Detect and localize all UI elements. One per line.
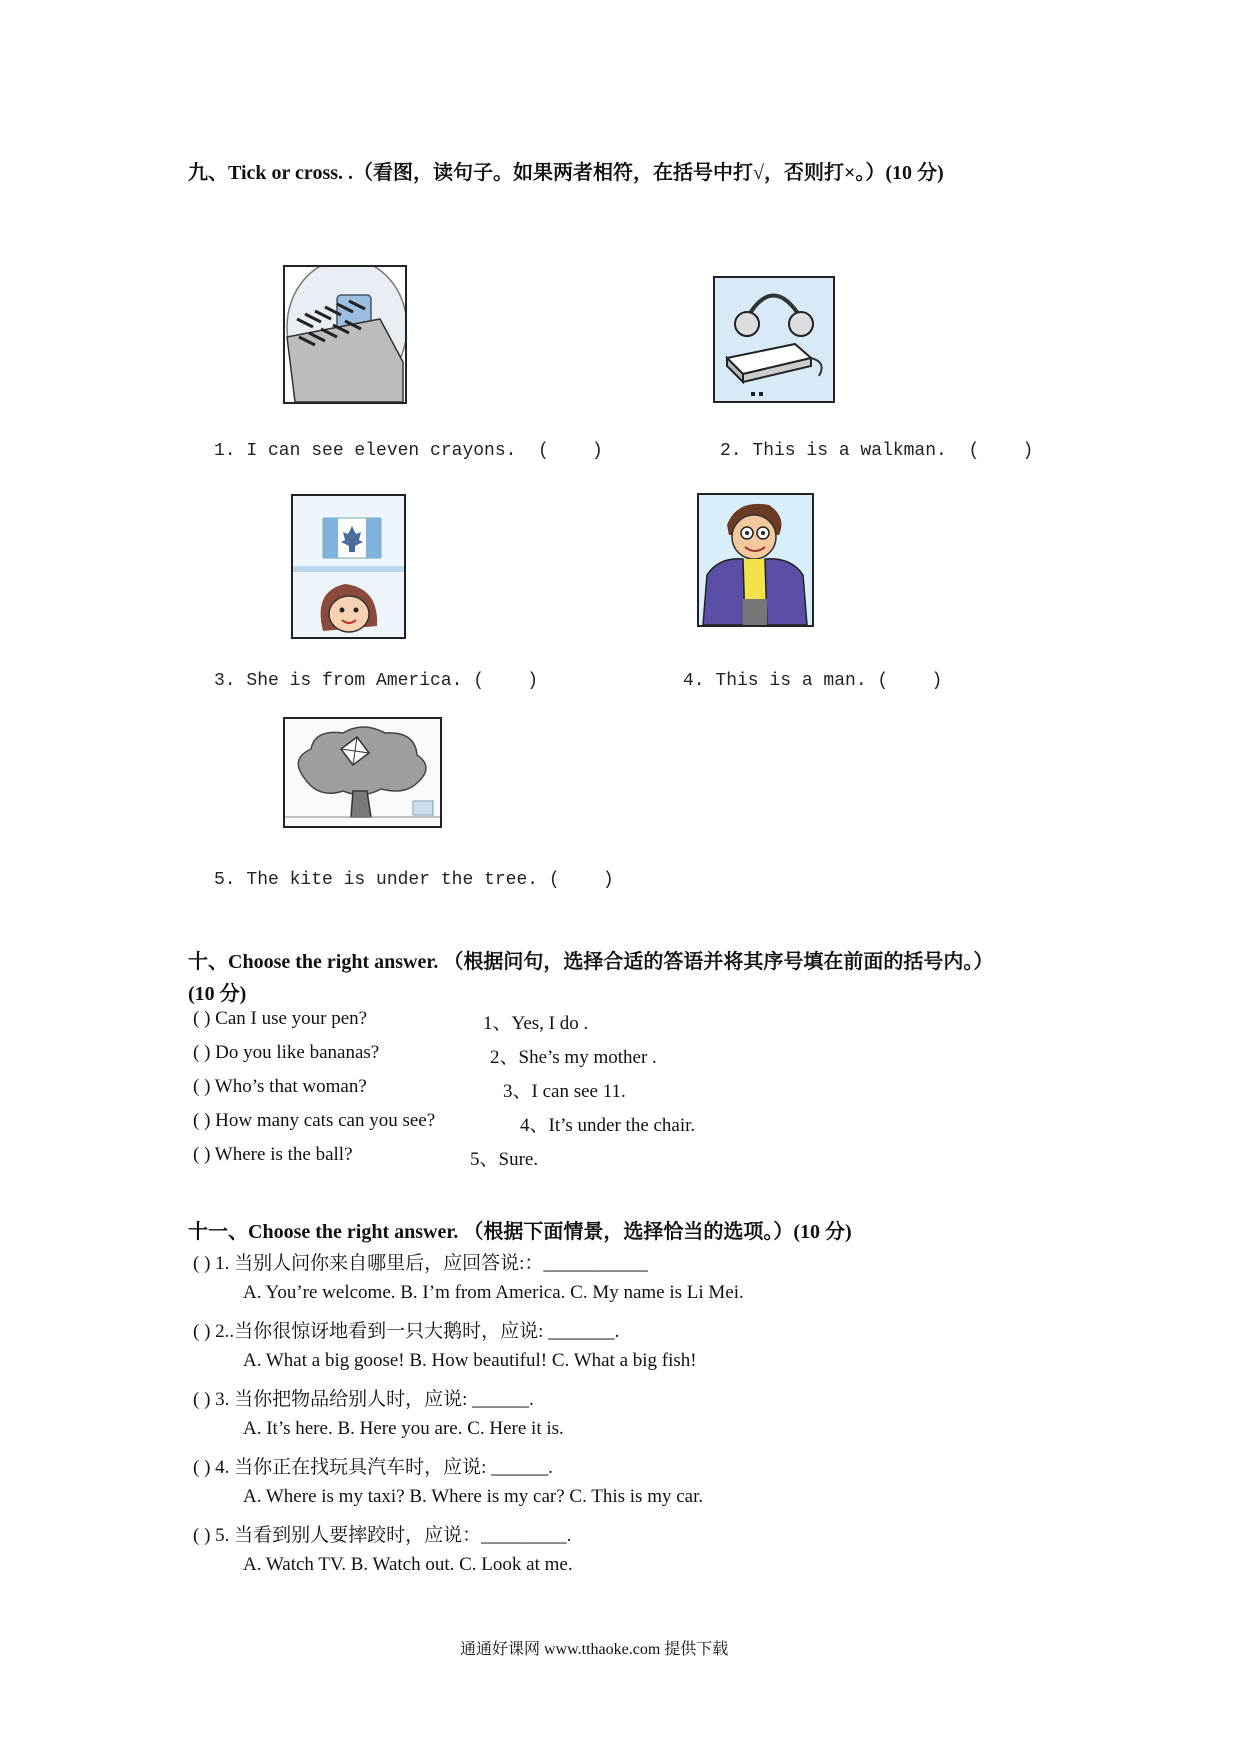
section11-question-3: ( ) 3. 当你把物品给别人时，应说: ______. [193, 1389, 534, 1410]
section10-question-3: ( ) Who’s that woman? [193, 1076, 367, 1097]
crayons-picture [283, 265, 407, 404]
section10-answer-1: 1、Yes, I do . [483, 1013, 589, 1034]
section11-title: 十一、Choose the right answer. （根据下面情景，选择恰当的选项。）(10 分) [188, 1221, 852, 1243]
section9-item-4: 4. This is a man. ( ) [683, 671, 943, 691]
section10-question-5: ( ) Where is the ball? [193, 1144, 353, 1165]
section9-item-5: 5. The kite is under the tree. ( ) [214, 870, 614, 890]
section11-question-2: ( ) 2..当你很惊讶地看到一只大鹅时，应说: _______. [193, 1321, 620, 1342]
section11-question-4: ( ) 4. 当你正在找玩具汽车时，应说: ______. [193, 1457, 553, 1478]
girl-canada-flag-picture [291, 494, 406, 639]
section11-options-1: A. You’re welcome. B. I’m from America. C. My name is Li Mei. [243, 1282, 744, 1303]
footer-text: 通通好课网 www.tthaoke.com 提供下载 [460, 1641, 729, 1658]
section11-options-3: A. It’s here. B. Here you are. C. Here it is. [243, 1418, 564, 1439]
kite-in-tree-picture [283, 717, 442, 828]
section10-answer-2: 2、She’s my mother . [490, 1047, 657, 1068]
section10-question-1: ( ) Can I use your pen? [193, 1008, 368, 1029]
section9-item-3: 3. She is from America. ( ) [214, 671, 539, 691]
section10-question-4: ( ) How many cats can you see? [193, 1110, 436, 1131]
section10-answer-3: 3、I can see 11. [503, 1081, 626, 1102]
section11-options-4: A. Where is my taxi? B. Where is my car? C. This is my car. [243, 1486, 704, 1507]
section10-answer-4: 4、It’s under the chair. [520, 1115, 696, 1136]
section11-question-5: ( ) 5. 当看到别人要摔跤时，应说：_________. [193, 1525, 572, 1546]
section11-options-5: A. Watch TV. B. Watch out. C. Look at me. [243, 1554, 573, 1575]
section9-item-1: 1. I can see eleven crayons. ( ) [214, 441, 603, 461]
section10-question-2: ( ) Do you like bananas? [193, 1042, 380, 1063]
man-picture [697, 493, 814, 627]
section9-title: 九、Tick or cross. .（看图，读句子。如果两者相符，在括号中打√，否则打×。）(10 分) [188, 162, 944, 184]
section10-title: 十、Choose the right answer. （根据问句，选择合适的答语并将其序号填在前面的括号内。） [188, 951, 994, 973]
section11-question-1: ( ) 1. 当别人问你来自哪里后，应回答说:：___________ [193, 1253, 648, 1274]
section10-answer-5: 5、Sure. [470, 1149, 539, 1170]
section10-score: (10 分) [188, 983, 247, 1005]
section11-options-2: A. What a big goose! B. How beautiful! C. What a big fish! [243, 1350, 697, 1371]
section9-item-2: 2. This is a walkman. ( ) [720, 441, 1034, 461]
walkman-picture [713, 276, 835, 403]
